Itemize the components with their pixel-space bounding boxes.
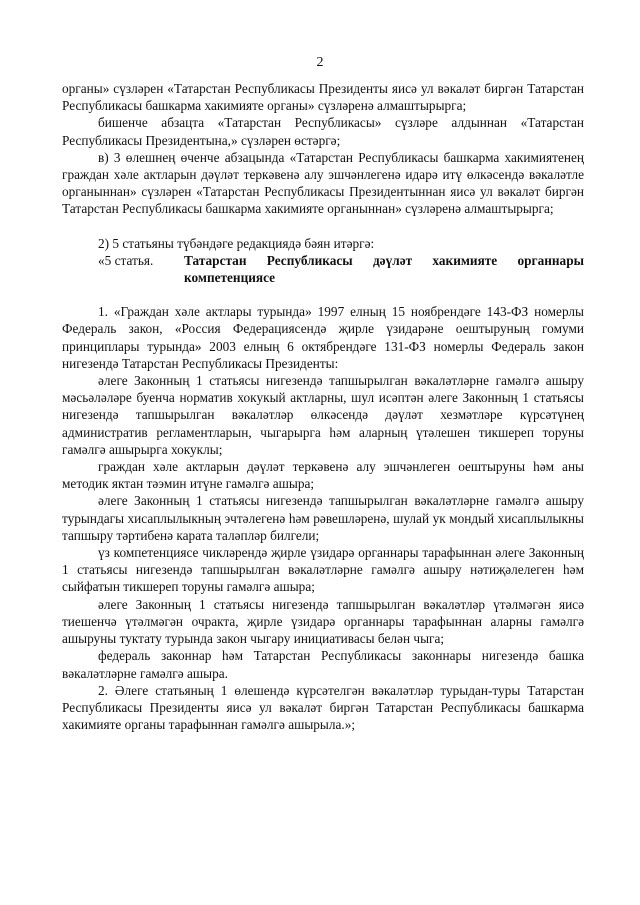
paragraph: федераль законнар һәм Татарстан Республикасы законнары нигезендә башка вәкаләтләрне гамәлгә ашыра. — [62, 648, 584, 681]
paragraph: граждан хәле актларын дәүләт теркәвенә алу эшчәнлеген оештыруны һәм аны методик яктан тәэмин итүне гамәлгә ашыра; — [62, 459, 584, 492]
paragraph: әлеге Законның 1 статьясы нигезендә тапшырылган вәкаләтләрне гамәлгә ашыру турындагы хисаплылыкның эчтәлегенә һәм рәвешләренә, шулай ук мондый хисаплылыкны тапшыру тәртибенә карата таләпләр билгели; — [62, 493, 584, 543]
page-number: 2 — [316, 55, 324, 70]
paragraph: органы» сүзләрен «Татарстан Республикасы Президенты яисә ул вәкаләт биргән Татарстан Республикасы башкарма хакимияте органы» сүзләренә алмаштырырга; — [62, 81, 584, 114]
article-heading — [62, 252, 584, 286]
paragraph: 2. Әлеге статьяның 1 өлешендә күрсәтелгән вәкаләтләр турыдан-туры Татарстан Республикасы Президенты яисә ул вәкаләт биргән Татарстан Республикасы башкарма хакимияте органы тарафыннан гамәлгә ашырыла.»; — [62, 682, 584, 733]
article-title: Татарстан Республикасы дәүләт хакимияте органнары компетенциясе — [184, 252, 584, 286]
paragraph: в) 3 өлешнең өченче абзацында «Татарстан Республикасы башкарма хакимиятенең граждан хәле актларын дәүләт теркәвенә алу эшчәнлегенә идарә итү өлкәсендә вәкаләтле органыннан» сүзләрен «Татарстан Республикасы Президентыннан яисә ул вәкаләт биргән Татарстан Республикасы башкарма хакимияте органыннан» сүзләренә алмаштырырга; — [62, 149, 584, 217]
paragraph: 1. «Граждан хәле актлары турында» 1997 елның 15 ноябрендәге 143-ФЗ номерлы Федераль закон, «Россия Федерациясендә җирле үзидарәне оештыруның гомуми принциплары турында» 2003 елның 6 октябрендәге 131-ФЗ номерлы Федераль закон нигезендә Татарстан Республикасы Президенты: — [62, 304, 584, 371]
paragraph: бишенче абзацта «Татарстан Республикасы» сүзләре алдыннан «Татарстан Республикасы Президентына,» сүзләрен өстәргә; — [62, 115, 584, 148]
article-number: «5 статья. — [98, 252, 154, 268]
paragraph: үз компетенциясе чикләрендә җирле үзидарә органнары тарафыннан әлеге Законның 1 статьясы нигезендә тапшырылган вәкаләтләрне гамәлгә ашыру нәтиҗәлелеген һәм сыйфатын тикшереп торуны гамәлгә ашыра; — [62, 545, 584, 595]
paragraph: әлеге Законның 1 статьясы нигезендә тапшырылган вәкаләтләрне гамәлгә ашыру мәсьәләләре буенча норматив хокукый актларны, шул исәптән әлеге Законның 1 статьясы нигезендә тапшырылган вәкаләтләр өлкәсендә дәүләт хезмәтләре күрсәтүнең административ регламентларын, чыгарырга һәм аларның үтәлешен тикшереп торуны гамәлгә ашырырга хокуклы; — [62, 373, 584, 457]
paragraph: әлеге Законның 1 статьясы нигезендә тапшырылган вәкаләтләр үтәлмәгән яисә тиешенчә үтәлмәгән очракта, җирле үзидарә органнары тарафыннан аларны гамәлгә ашыруны туктату турында закон чыгару инициативасы белән чыга; — [62, 596, 584, 647]
document-body — [62, 80, 584, 733]
paragraph: 2) 5 статьяны түбәндәге редакциядә бәян итәргә: — [98, 235, 375, 251]
